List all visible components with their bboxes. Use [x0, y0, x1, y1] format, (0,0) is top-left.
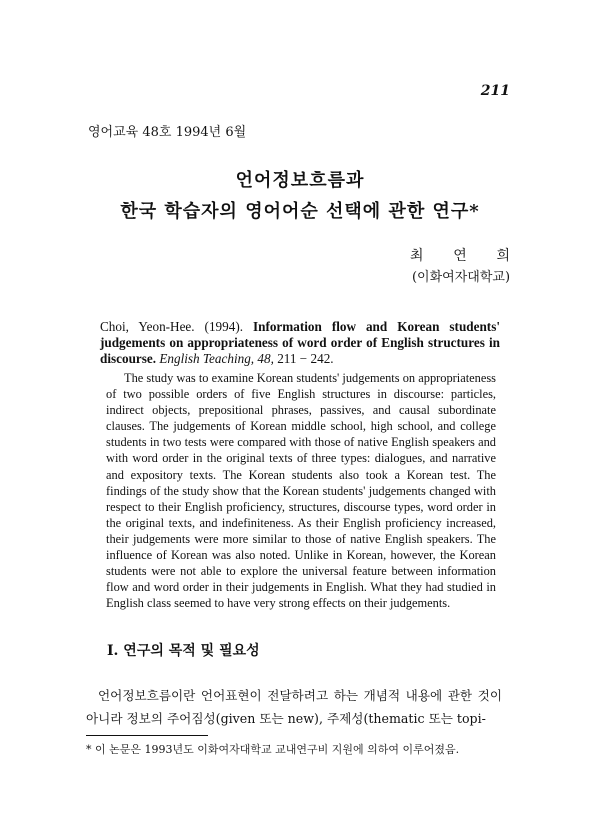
- citation-authors-year: Choi, Yeon-Hee. (1994).: [100, 319, 253, 334]
- citation-title: Information flow and Korean students' judgements on appropriateness of word order of English structures in discourse.: [100, 319, 500, 366]
- paper-title-line-2: 한국 학습자의 영어어순 선택에 관한 연구*: [120, 201, 480, 222]
- citation-pages: 211 − 242.: [273, 351, 334, 366]
- author-name: [410, 245, 510, 265]
- author-affiliation: (이화여자대학교): [411, 270, 511, 285]
- author-name-char-2: 연: [453, 248, 467, 264]
- paper-title-line-1: 언어정보흐름과: [235, 170, 365, 191]
- citation-journal: English Teaching, 48,: [159, 351, 274, 366]
- footnote: * 이 논문은 1993년도 이화여자대학교 교내연구비 지원에 의하여 이루어졌음.: [86, 743, 460, 756]
- abstract: The study was to examine Korean students' judgements on appropriateness of two possible orders of five English structures in discourse: particles, indirect objects, prepositional phrases, passives, and causal subordinate clauses. The judgements of Korean middle school, high school, and college students in two tests were compared with those of native English speakers and with word order in the original texts of three types: dialogues, and narrative and expository texts. The Korean students also took a Korean test. The findings of the study show that the Korean students' judgements changed with respect to their English proficiency, structures, discourse types, word order in the original texts, and indefiniteness. As their English proficiency increased, their judgements were more similar to those of native English speakers. The influence of Korean was also noted. Unlike in Korean, however, the Korean students were not able to explore the universal feature between information flow and word order in their judgements in English. What they had studied in English class seemed to have very strong effects on their judgements.: [106, 371, 496, 611]
- journal-info: 영어교육 48호 1994년 6월: [88, 125, 247, 140]
- author-name-char-1: 최: [410, 248, 424, 264]
- page-number: 211: [480, 83, 510, 99]
- section-heading: Ⅰ. 연구의 목적 및 필요성: [107, 643, 260, 659]
- author-name-char-3: 희: [496, 248, 510, 264]
- citation: [100, 319, 500, 367]
- footnote-divider: [86, 735, 208, 736]
- body-paragraph: 언어정보흐름이란 언어표현이 전달하려고 하는 개념적 내용에 관한 것이 아니라 정보의 주어짐성(given 또는 new), 주제성(thematic 또는 topi-: [86, 688, 502, 726]
